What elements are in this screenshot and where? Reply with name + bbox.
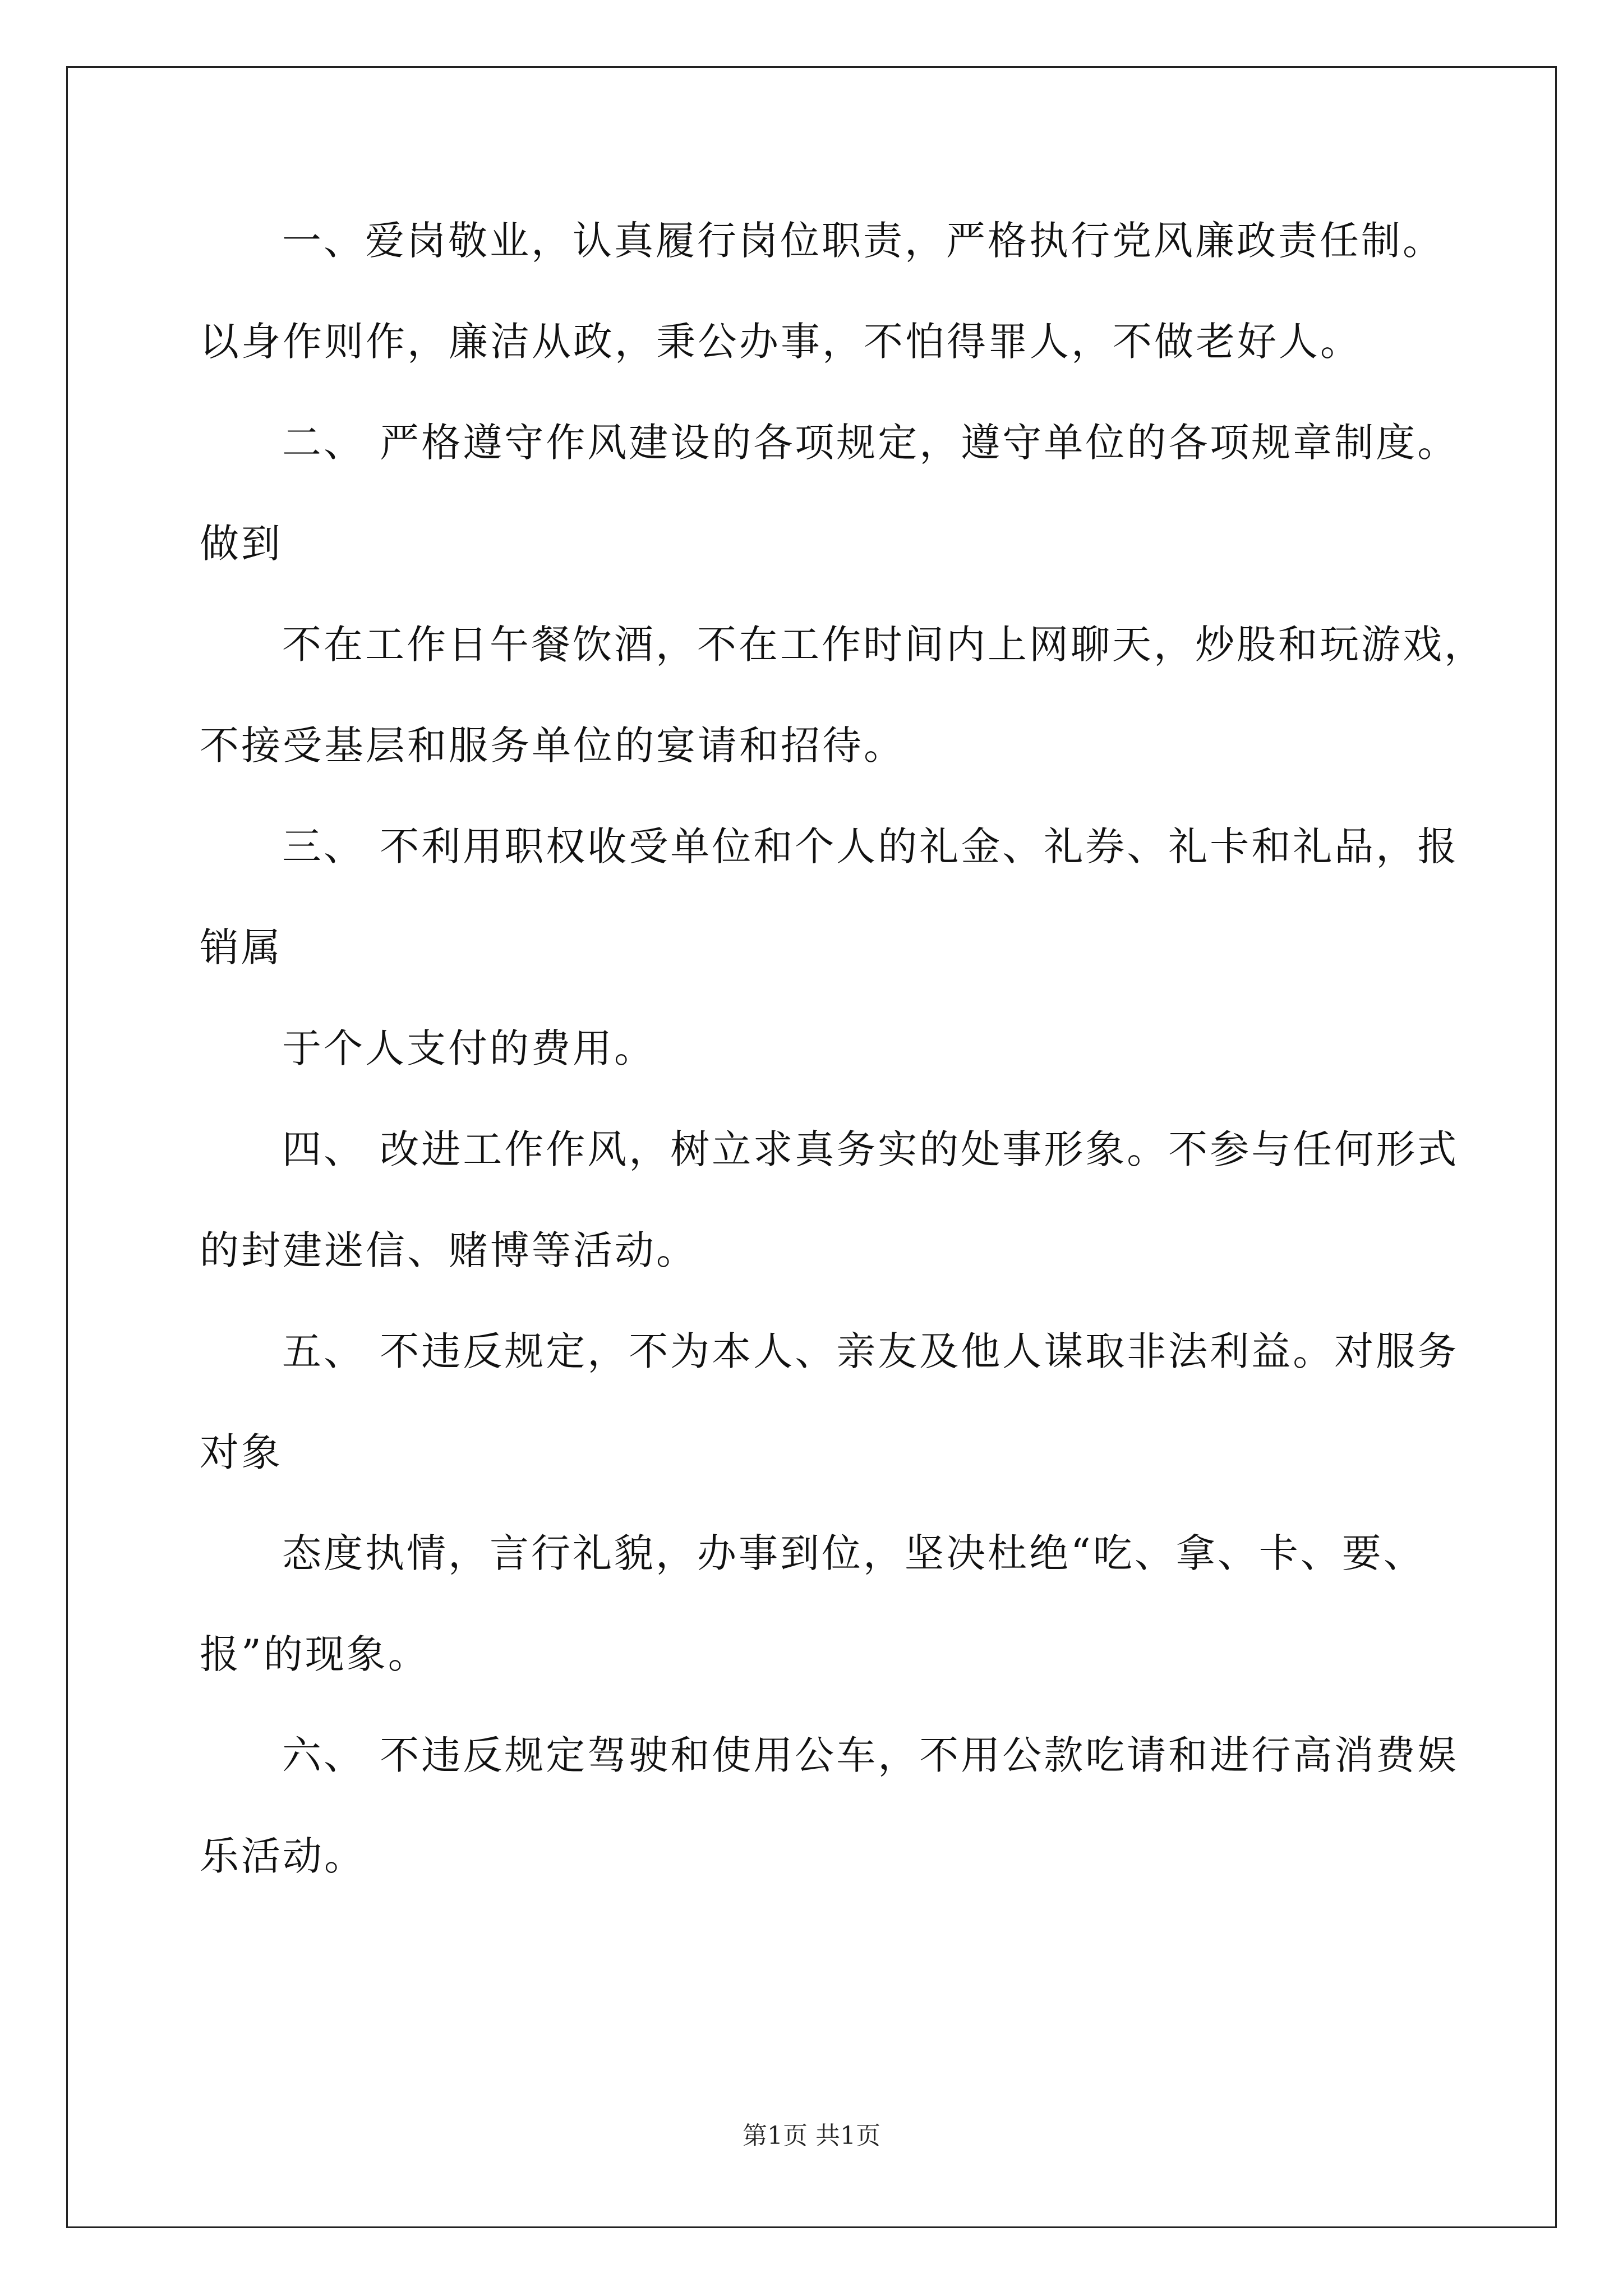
text-line: 对象 (200, 1429, 283, 1475)
page-footer: 第1页 共1页 (743, 2122, 880, 2150)
text-line: 二、 严格遵守作风建设的各项规定，遵守单位的各项规章制度。 (282, 420, 1459, 466)
text-line: 以身作则作，廉洁从政，秉公办事，不怕得罪人，不做老好人。 (200, 319, 1362, 365)
text-line: 四、 改进工作作风，树立求真务实的处事形象。不参与任何形式 (282, 1126, 1459, 1172)
text-line: 不在工作日午餐饮酒，不在工作时间内上网聊天，炒股和玩游戏， (282, 622, 1486, 668)
text-line: 的封建迷信、赌博等活动。 (200, 1227, 698, 1273)
text-line: 不接受基层和服务单位的宴请和招待。 (200, 723, 905, 769)
text-line: 六、 不违反规定驾驶和使用公车，不用公款吃请和进行高消费娱 (282, 1732, 1459, 1778)
text-line: 一、爱岗敬业，认真履行岗位职责，严格执行党风廉政责任制。 (282, 218, 1444, 264)
text-line: 报”的现象。 (200, 1631, 430, 1677)
text-line: 五、 不违反规定，不为本人、亲友及他人谋取非法利益。对服务 (282, 1328, 1459, 1374)
text-line: 乐活动。 (200, 1833, 366, 1879)
text-line: 三、 不利用职权收受单位和个人的礼金、礼券、礼卡和礼品，报 (282, 823, 1459, 869)
text-line: 于个人支付的费用。 (282, 1025, 656, 1071)
text-line: 销属 (200, 924, 283, 970)
text-line: 做到 (200, 521, 283, 567)
text-line: 态度执情，言行礼貌，办事到位，坚决杜绝“吃、拿、卡、要、 (282, 1530, 1425, 1576)
